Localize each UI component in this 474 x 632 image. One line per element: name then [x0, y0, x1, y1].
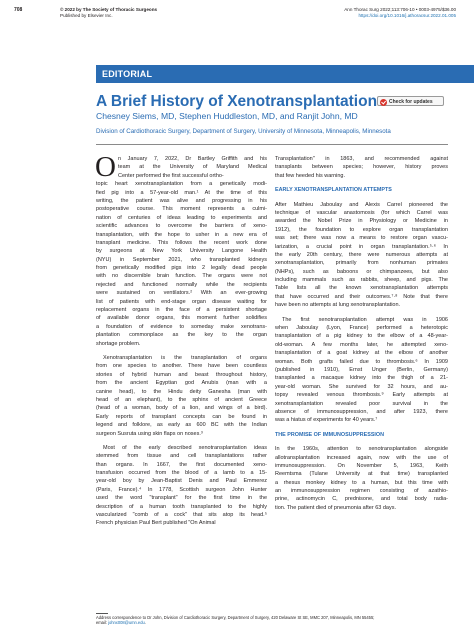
running-header-right: [344, 7, 456, 19]
body-text-line: writing, the patient was alive and progressing in his: [96, 197, 267, 204]
section-heading: THE PROMISE OF IMMUNOSUPPRESSION: [275, 431, 385, 438]
body-text-line: awarded the Nobel Prize in Physiology or Medicine in: [275, 218, 448, 225]
body-text-line: was a hiatus of experiments for 40 years.⁷: [275, 417, 378, 424]
body-text-line: prine, actinomycin C, prednisone, and total body radia-: [275, 496, 448, 503]
body-text-line: scientific advances to overcome the barriers of xeno-: [96, 223, 267, 230]
check-for-updates-button[interactable]: [377, 96, 444, 106]
body-text-line: legend and folklore, as early as 600 BC with the Indian: [96, 422, 267, 429]
body-text-line: In the 1960s, attention to xenotransplantation alongside: [275, 446, 448, 453]
correspondence-address: Address correspondence to Dr John, Division of Cardiothoracic Surgery, Department of Surgery, 420 Delaware St SE, MMC 207, Minneapolis, MN 55455;: [96, 615, 375, 620]
page-number: 708: [14, 7, 23, 13]
body-text-line: (NHPs), such as baboons or chimpanzees, but also: [275, 268, 448, 275]
body-text-line: than organs. In 1667, the first documented xeno-: [96, 461, 267, 468]
body-text-line: with no discernible brain function. The organs were not: [96, 273, 267, 280]
body-text-line: stemmed from tissue and cell transplantations rather: [96, 453, 267, 460]
section-label: EDITORIAL: [102, 69, 153, 79]
body-text-line: from the ancient Egyptian god Anubis (man with a: [96, 380, 267, 387]
article-title: A Brief History of Xenotransplantation: [96, 93, 378, 110]
body-text-line: year-old woman. She survived for 32 hours, and au-: [275, 383, 448, 390]
body-text-line: woman. Both grafts failed due to thrombosis.⁶ In 1909: [275, 358, 448, 365]
body-text-line: n January 7, 2022, Dr Bartley Griffith and his: [118, 156, 267, 162]
body-text-line: (Paris, France).⁴ In 1778, Scottish surgeon John Hunter: [96, 486, 267, 493]
body-text-line: Early reports of transplant concepts can be found in: [96, 413, 267, 420]
body-text-line: Xenotransplantation is the transplantation of organs: [103, 354, 267, 361]
check-updates-label: Check for updates: [389, 98, 433, 105]
email-prefix: email:: [96, 620, 109, 626]
body-text-line: transplants between species; however, history proves: [275, 164, 448, 171]
body-text-line: After Mathieu Jaboulay and Alexis Carrel pioneered the: [275, 201, 448, 208]
body-text-line: that have occurred and their outcomes.⁷·⁸ Note that there: [275, 293, 448, 300]
body-text-line: (NYU) in September 2021, who transplanted kidneys: [96, 256, 267, 263]
body-text-line: 1912), the foundation to explore organ transplantation: [275, 226, 448, 233]
body-text-line: Reemtsma (Tulane University at that time) transplanted: [275, 471, 448, 478]
body-text-line: Transplantation" in 1863, and recommended against: [275, 156, 448, 162]
body-text-line: of available donor organs, this moment further solidifies: [96, 315, 267, 322]
body-text-line: surgeon Susruta using skin flaps on noses.³: [96, 430, 203, 437]
body-text-line: shortage problem.: [96, 340, 141, 347]
body-text-line: from genetically modified pigs into 2 legally dead people: [96, 265, 267, 272]
body-text-line: topsy revealed venous thrombosis.⁹ Early attempts at: [275, 392, 448, 399]
body-text-line: tion. The patient died of pneumonia after 63 days.: [275, 504, 396, 511]
body-text-line: that few heeded his warning.: [275, 172, 346, 179]
body-text-line: immunosuppression. On November 5, 1963, Keith: [275, 462, 448, 469]
correspondence-email-line: [96, 620, 374, 625]
author-list: Chesney Siems, MD, Stephen Huddleston, MD, and Ranjit John, MD: [96, 111, 358, 121]
author-affiliation: Division of Cardiothoracic Surgery, Department of Surgery, University of Minnesota, Minneapolis, Minnesota: [96, 128, 391, 135]
body-text-line: was set; there was now a means to restore organ vascu-: [275, 235, 448, 242]
body-text-line: absence of immunosuppression, and after 1923, there: [275, 408, 448, 415]
body-text-line: canine head), to the Hindu deity Ganesha (man with: [96, 388, 267, 395]
body-column-left: [95, 151, 267, 528]
body-text-line: transplantation of a goat kidney at the elbow of another: [275, 350, 448, 357]
drop-cap: O: [95, 151, 116, 183]
email-suffix: .: [144, 620, 146, 626]
body-text-line: transplant medicine. This follows the recent work done: [96, 239, 267, 246]
body-text-line: Center performed the first successful ortho-: [118, 172, 224, 179]
doi-link[interactable]: https://doi.org/10.1016/j.athoracsur.2022.01.005: [358, 13, 456, 18]
body-text-line: transfusion occurred from the blood of a lamb to a 15-: [96, 470, 267, 477]
check-updates-icon: [380, 99, 387, 106]
copyright-line: © 2022 by The Society of Thoracic Surgeons: [60, 7, 158, 12]
title-divider: [96, 144, 448, 145]
body-text-line: vascularized "comb of a cock" that sits atop its head.⁵: [96, 512, 267, 519]
body-text-line: (head of a woman, body of a lion, and wings of a bird).: [96, 405, 267, 412]
body-text-line: old-woman. A few months later, he attempted xeno-: [275, 341, 448, 348]
body-text-line: (published in 1910), Ernst Unger (Berlin, Germany): [275, 366, 448, 373]
body-text-line: from one species to another. There have been countless: [96, 363, 267, 370]
section-heading: EARLY XENOTRANSPLANTATION ATTEMPTS: [275, 187, 392, 194]
body-text-line: replacement organs in the face of a persistent shortage: [96, 307, 267, 314]
section-label-bar: [96, 65, 474, 83]
body-text-line: a foundation of evidence to someday make xenotrans-: [96, 323, 267, 330]
body-text-line: xenotransplantation, primarily from nonhuman primates: [275, 260, 448, 267]
body-text-line: team at the University of Maryland Medical: [118, 164, 267, 171]
body-column-right: [275, 155, 448, 512]
body-text-line: transplanted a macaque kidney into the thigh of a 21-: [275, 375, 448, 382]
body-text-line: The first xenotransplantation attempt was in 1906: [282, 316, 448, 323]
body-text-line: when Jaboulay (Lyon, France) performed a heterotopic: [275, 325, 448, 332]
body-text-line: stories of hybrid human and beast throughout history,: [96, 371, 267, 378]
journal-reference: Ann Thorac Surg 2022;113:706-10 • 0003-4975/$36.00: [344, 7, 456, 12]
body-text-line: plantation commonplace as the key to the organ: [96, 332, 267, 339]
body-text-line: the early 20th century, there were numerous attempts at: [275, 251, 448, 258]
body-text-line: a rhesus monkey kidney to a human, but this time with: [275, 479, 448, 486]
body-text-line: fied pig into a 57-year-old man.¹ At the time of this: [96, 189, 267, 196]
body-text-line: rejected and functioned normally while the recipients: [96, 281, 267, 288]
body-text-line: nation of centuries of ideas leading to experiments and: [96, 214, 267, 221]
body-text-line: French physician Paul Bert published "On Animal: [96, 520, 216, 527]
body-text-line: list of patients with end-stage organ disease waiting for: [96, 298, 267, 305]
body-text-line: by surgeons at New York University Langone Health: [96, 248, 267, 255]
body-text-line: have been no attempts at lung xenotransplantation.: [275, 302, 401, 309]
body-text-line: xenotransplantation revealed poor survival in the: [275, 400, 448, 407]
body-text-line: Most of the early described xenotransplantation ideas: [103, 444, 267, 451]
publisher-line: Published by Elsevier Inc.: [60, 13, 113, 18]
body-text-line: transplantation, with the hope to usher in a new era of: [96, 231, 267, 238]
footnote-divider: [96, 613, 108, 614]
body-text-line: year-old boy by Jean-Baptist Denis and Paul Emmerez: [96, 478, 267, 485]
email-link[interactable]: johnx008@umn.edu: [108, 620, 145, 626]
body-text-line: used the word "transplant" for the first time in the: [96, 495, 267, 502]
body-text-line: description of a human tooth transplanted to the highly: [96, 503, 267, 510]
body-text-line: an immunosuppression regimen consisting of azathio-: [275, 488, 448, 495]
body-text-line: larization, a crucial point in organ transplantation.⁵·⁶ In: [275, 243, 448, 250]
body-text-line: allotransplantation increased again, now with the use of: [275, 454, 448, 461]
body-text-line: topic heart xenotransplantation from a genetically modi-: [96, 181, 267, 188]
body-text-line: postoperative course. This moment represents a culmi-: [96, 206, 267, 213]
body-text-line: Table lists all the known xenotransplantation attempts: [275, 285, 448, 292]
body-text-line: head of an elephant), to the sphinx of ancient Greece: [96, 396, 267, 403]
body-text-line: were sustained on ventilators.² With an ever-growing: [96, 290, 267, 297]
correspondence-footnote: [96, 615, 374, 626]
body-text-line: transplantation of a pig kidney to the elbow of a 48-year-: [275, 333, 448, 340]
body-text-line: technique of vascular anastomosis (for which Carrel was: [275, 209, 448, 216]
body-text-line: including mammals such as rabbits, sheep, and pigs. The: [275, 277, 448, 284]
